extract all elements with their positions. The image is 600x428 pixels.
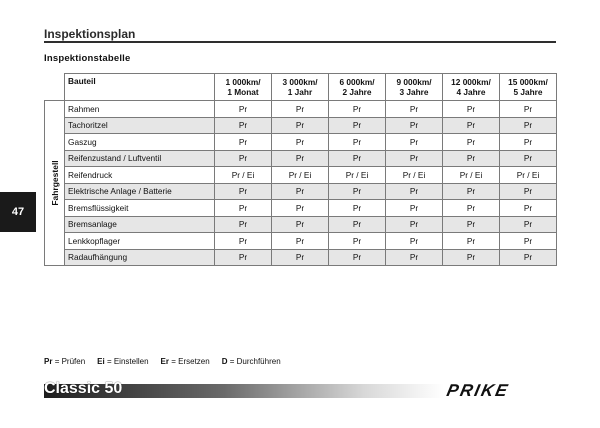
action-cell: Pr xyxy=(329,249,386,266)
legend-item-ei: Ei = Einstellen xyxy=(97,357,149,366)
table-row xyxy=(45,249,557,266)
action-cell: Pr / Ei xyxy=(386,167,443,184)
group-label: Fahrgestell xyxy=(49,160,60,206)
action-cell: Pr xyxy=(443,216,500,233)
action-cell: Pr xyxy=(500,233,557,250)
interval-header-9000km: 9 000km/ 3 Jahre xyxy=(386,74,443,101)
table-row xyxy=(45,216,557,233)
action-cell: Pr / Ei xyxy=(500,167,557,184)
action-cell: Pr xyxy=(443,101,500,118)
footer-model-name: Classic 50 xyxy=(44,380,123,397)
action-cell: Pr xyxy=(386,216,443,233)
action-cell: Pr xyxy=(329,183,386,200)
component-cell: Reifendruck xyxy=(65,167,215,184)
action-cell: Pr xyxy=(215,249,272,266)
action-cell: Pr xyxy=(272,101,329,118)
action-cell: Pr xyxy=(272,249,329,266)
action-cell: Pr xyxy=(215,200,272,217)
action-cell: Pr xyxy=(215,134,272,151)
action-cell: Pr xyxy=(443,249,500,266)
component-column-header: Bauteil xyxy=(65,74,215,101)
legend-item-d: D = Durchführen xyxy=(221,357,281,366)
interval-header-6000km: 6 000km/ 2 Jahre xyxy=(329,74,386,101)
section-title: Inspektionstabelle xyxy=(44,53,131,64)
table-row xyxy=(45,150,557,167)
table-row xyxy=(45,183,557,200)
action-cell: Pr xyxy=(386,117,443,134)
action-cell: Pr xyxy=(500,150,557,167)
action-cell: Pr xyxy=(215,117,272,134)
table-row xyxy=(45,101,557,118)
action-cell: Pr xyxy=(500,200,557,217)
interval-header-1000km: 1 000km/ 1 Monat xyxy=(215,74,272,101)
component-cell: Reifenzustand / Luftventil xyxy=(65,150,215,167)
action-cell: Pr xyxy=(215,101,272,118)
component-cell: Gaszug xyxy=(65,134,215,151)
action-cell: Pr / Ei xyxy=(329,167,386,184)
page-number-tab xyxy=(0,192,36,232)
component-cell: Bremsflüssigkeit xyxy=(65,200,215,217)
legend xyxy=(44,357,281,366)
action-cell: Pr xyxy=(443,117,500,134)
component-cell: Radaufhängung xyxy=(65,249,215,266)
interval-header-15000km: 15 000km/ 5 Jahre xyxy=(500,74,557,101)
action-cell: Pr xyxy=(386,101,443,118)
action-cell: Pr xyxy=(386,233,443,250)
action-cell: Pr xyxy=(500,183,557,200)
action-cell: Pr xyxy=(272,117,329,134)
page-number: 47 xyxy=(11,206,25,218)
action-cell: Pr xyxy=(215,216,272,233)
action-cell: Pr xyxy=(500,249,557,266)
table-header-row xyxy=(45,74,557,101)
action-cell: Pr xyxy=(272,134,329,151)
page-title: Inspektionsplan xyxy=(44,27,136,41)
action-cell: Pr xyxy=(500,216,557,233)
action-cell: Pr xyxy=(443,200,500,217)
action-cell: Pr xyxy=(443,134,500,151)
action-cell: Pr xyxy=(329,150,386,167)
action-cell: Pr xyxy=(500,117,557,134)
group-cell xyxy=(45,101,65,266)
action-cell: Pr xyxy=(215,183,272,200)
action-cell: Pr xyxy=(500,134,557,151)
component-cell: Rahmen xyxy=(65,101,215,118)
inspection-table xyxy=(44,73,557,266)
component-cell: Tachoritzel xyxy=(65,117,215,134)
action-cell: Pr xyxy=(500,101,557,118)
table-row xyxy=(45,117,557,134)
action-cell: Pr xyxy=(386,183,443,200)
table-row xyxy=(45,233,557,250)
action-cell: Pr xyxy=(386,134,443,151)
action-cell: Pr xyxy=(329,101,386,118)
action-cell: Pr xyxy=(272,216,329,233)
action-cell: Pr xyxy=(272,183,329,200)
action-cell: Pr xyxy=(386,249,443,266)
action-cell: Pr xyxy=(272,233,329,250)
component-cell: Bremsanlage xyxy=(65,216,215,233)
legend-item-er: Er = Ersetzen xyxy=(160,357,210,366)
action-cell: Pr xyxy=(443,233,500,250)
action-cell: Pr xyxy=(329,200,386,217)
brand-logo: PRIKE xyxy=(445,381,512,400)
component-cell: Lenkkopflager xyxy=(65,233,215,250)
action-cell: Pr / Ei xyxy=(272,167,329,184)
action-cell: Pr / Ei xyxy=(215,167,272,184)
action-cell: Pr xyxy=(215,150,272,167)
action-cell: Pr xyxy=(329,216,386,233)
table-row xyxy=(45,200,557,217)
action-cell: Pr xyxy=(272,150,329,167)
action-cell: Pr xyxy=(443,183,500,200)
table-row xyxy=(45,134,557,151)
action-cell: Pr xyxy=(215,233,272,250)
action-cell: Pr xyxy=(329,134,386,151)
action-cell: Pr xyxy=(386,200,443,217)
action-cell: Pr / Ei xyxy=(443,167,500,184)
interval-header-3000km: 3 000km/ 1 Jahr xyxy=(272,74,329,101)
action-cell: Pr xyxy=(329,233,386,250)
interval-header-12000km: 12 000km/ 4 Jahre xyxy=(443,74,500,101)
action-cell: Pr xyxy=(329,117,386,134)
title-divider xyxy=(44,41,556,43)
legend-item-pr: Pr = Prüfen xyxy=(44,357,86,366)
action-cell: Pr xyxy=(386,150,443,167)
action-cell: Pr xyxy=(443,150,500,167)
action-cell: Pr xyxy=(272,200,329,217)
table-corner-cell xyxy=(45,74,65,101)
component-cell: Elektrische Anlage / Batterie xyxy=(65,183,215,200)
table-row xyxy=(45,167,557,184)
